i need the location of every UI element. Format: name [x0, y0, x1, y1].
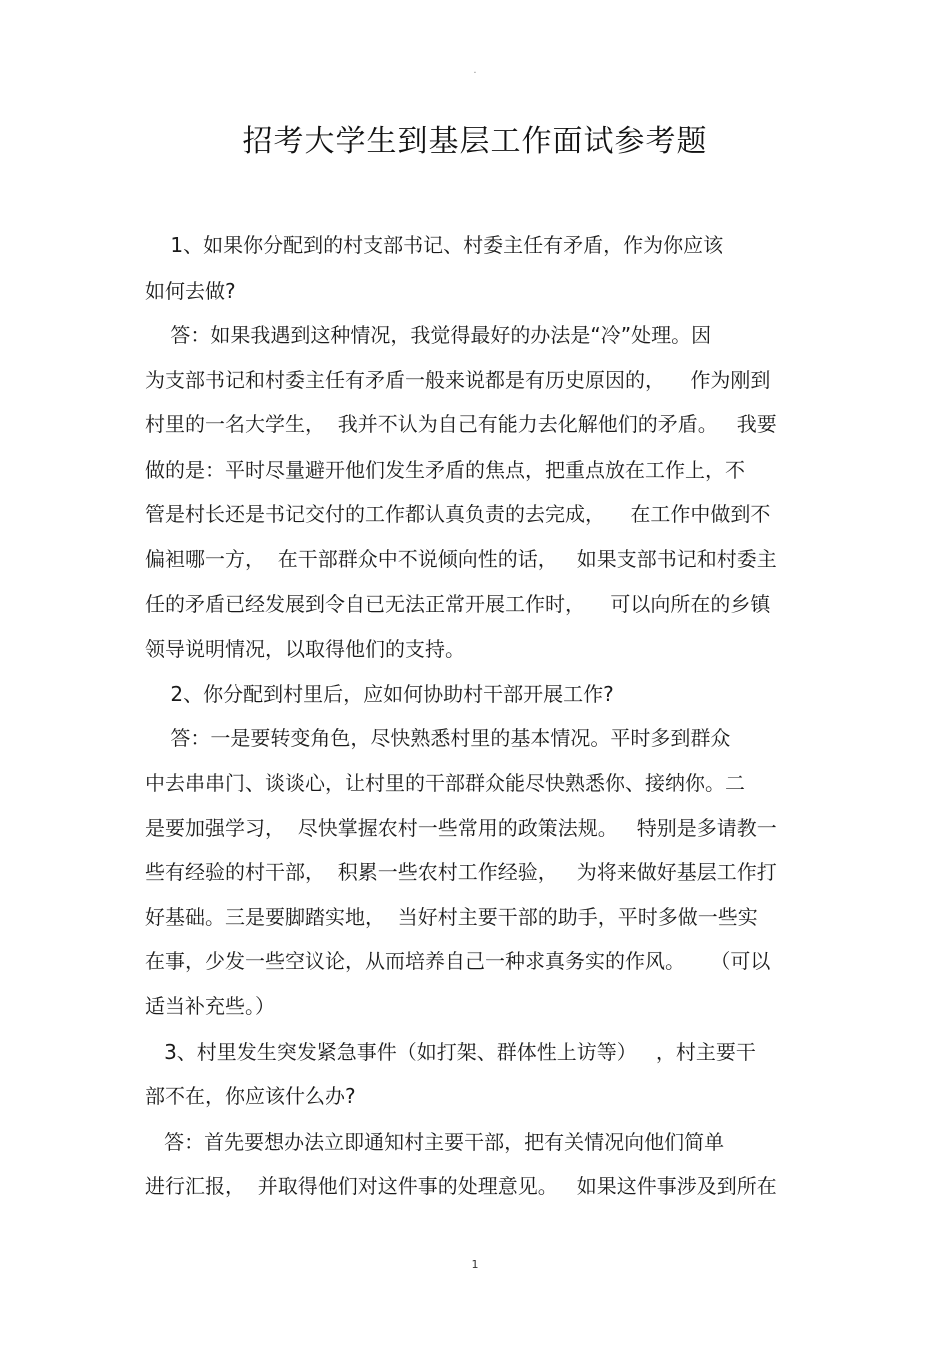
page-number: 1 [471, 1258, 479, 1271]
paragraph-line: 答：如果我遇到这种情况，我觉得最好的办法是“冷”处理。因 [145, 323, 712, 347]
paragraph-line: 做的是：平时尽量避开他们发生矛盾的焦点，把重点放在工作上，不 [145, 458, 745, 482]
paragraph-line: 为支部书记和村委主任有矛盾一般来说都是有历史原因的， 作为刚到 [145, 368, 771, 392]
paragraph-line: 适当补充些。） [145, 994, 275, 1018]
paragraph-line: 部不在，你应该什么办? [145, 1084, 356, 1108]
paragraph-line: 答：一是要转变角色，尽快熟悉村里的基本情况。平时多到群众 [145, 726, 731, 750]
paragraph-line: 答：首先要想办法立即通知村主要干部，把有关情况向他们简单 [145, 1130, 725, 1154]
header-mark: · [473, 68, 477, 79]
paragraph-line: 好基础。三是要脚踏实地， 当好村主要干部的助手，平时多做一些实 [145, 905, 758, 929]
paragraph-line: 如何去做? [145, 279, 236, 303]
paragraph-line: 村里的一名大学生， 我并不认为自己有能力去化解他们的矛盾。 我要 [145, 412, 777, 436]
page-title: 招考大学生到基层工作面试参考题 [242, 124, 708, 159]
paragraph-line: 3、村里发生突发紧急事件（如打架、群体性上访等） ，村主要干 [145, 1040, 756, 1064]
paragraph-line: 2、你分配到村里后，应如何协助村干部开展工作? [145, 682, 614, 706]
paragraph-line: 在事，少发一些空议论，从而培养自己一种求真务实的作风。 （可以 [145, 949, 771, 973]
paragraph-line: 偏袒哪一方， 在干部群众中不说倾向性的话， 如果支部书记和村委主 [145, 547, 777, 571]
paragraph-line: 中去串串门、谈谈心，让村里的干部群众能尽快熟悉你、接纳你。二 [145, 771, 745, 795]
paragraph-line: 管是村长还是书记交付的工作都认真负责的去完成， 在工作中做到不 [145, 502, 771, 526]
paragraph-line: 进行汇报， 并取得他们对这件事的处理意见。 如果这件事涉及到所在 [145, 1174, 777, 1198]
paragraph-line: 任的矛盾已经发展到令自已无法正常开展工作时， 可以向所在的乡镇 [145, 592, 771, 616]
paragraph-line: 领导说明情况，以取得他们的支持。 [145, 637, 465, 661]
paragraph-line: 是要加强学习， 尽快掌握农村一些常用的政策法规。 特别是多请教一 [145, 816, 777, 840]
paragraph-line: 1、如果你分配到的村支部书记、村委主任有矛盾，作为你应该 [145, 233, 724, 257]
paragraph-line: 些有经验的村干部， 积累一些农村工作经验， 为将来做好基层工作打 [145, 860, 777, 884]
